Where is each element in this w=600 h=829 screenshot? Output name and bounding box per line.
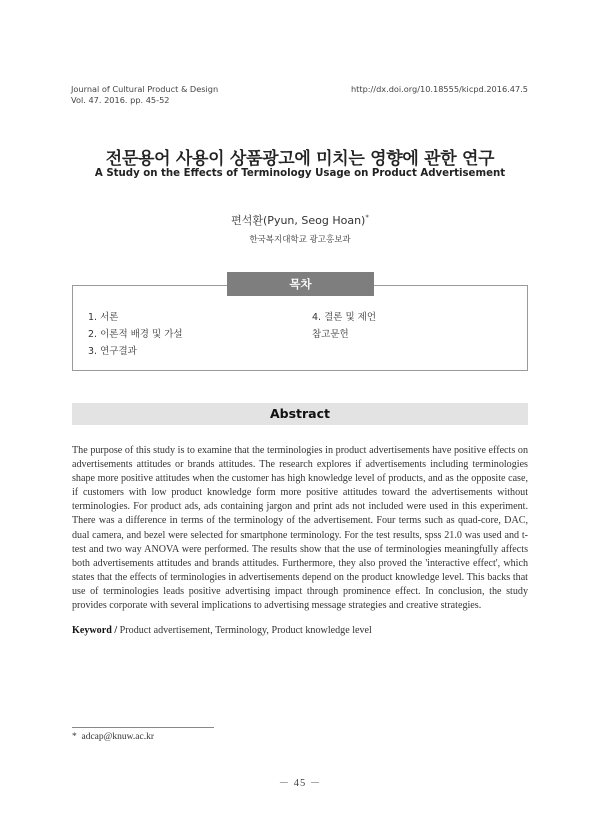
journal-header — [71, 84, 218, 106]
page-number: － 45 － — [278, 778, 322, 789]
footnote — [72, 732, 154, 742]
keywords-label: Keyword / — [72, 625, 118, 636]
toc-item[interactable]: 2. 이론적 배경 및 가설 — [88, 329, 183, 340]
author-affiliation: 한국복지대학교 광고홍보과 — [249, 235, 351, 245]
author-line — [0, 212, 600, 228]
footnote-mark: * — [72, 732, 77, 742]
footnote-email[interactable]: adcap@knuw.ac.kr — [81, 732, 154, 742]
title-english: A Study on the Effects of Terminology Usage on Product Advertisement — [94, 168, 506, 179]
journal-name: Journal of Cultural Product & Design — [71, 84, 219, 94]
toc-item[interactable]: 4. 결론 및 제언 — [312, 312, 377, 323]
journal-volume: Vol. 47. 2016. pp. 45-52 — [71, 95, 170, 105]
abstract-body: The purpose of this study is to examine that the terminologies in product advertisements have positive effects on advertisements attitudes or brands attitudes. The research explores if advertisements including terminologies shape more positive attitudes when the customer has high knowledge level of products, and as the opposite case, if customers with low product knowledge form more positive attitudes toward the advertisements without terminologies. For product ads, ads containing jargon and print ads not included were used in this experiment. There was a difference in terms of the terminology of the advertisement. Four terms such as quad-core, DAC, dual camera, and bezel were selected for smartphone terminology. For the test results, spss 21.0 was used and t-test and two way ANOVA were performed. The results show that the use of terminologies meaningfully affects both advertisements attitudes and brands attitudes. Furthermore, they also proved the 'interactive effect', which states that the effects of terminologies in advertisements depend on the product knowledge level. This backs that use of terminologies leads positive advertising impact through prominence effect. In conclusion, the study provides corporate with several implications to advertising message strategies and creative strategies. — [72, 445, 528, 612]
toc-item[interactable]: 1. 서론 — [88, 312, 119, 323]
toc-item[interactable]: 3. 연구결과 — [88, 346, 137, 357]
footnote-divider — [72, 727, 214, 728]
abstract-heading: Abstract — [72, 403, 528, 425]
toc-item[interactable]: 참고문헌 — [312, 329, 349, 340]
title-korean: 전문용어 사용이 상품광고에 미치는 영향에 관한 연구 — [105, 149, 495, 169]
author-name: 편석환(Pyun, Seog Hoan) — [231, 214, 366, 227]
toc-heading: 목차 — [227, 272, 374, 296]
keywords-values: Product advertisement, Terminology, Product knowledge level — [119, 625, 372, 636]
author-footnote-mark: * — [365, 213, 369, 222]
doi-link[interactable]: http://dx.doi.org/10.18555/kicpd.2016.47.5 — [350, 84, 528, 94]
keywords — [72, 625, 532, 636]
